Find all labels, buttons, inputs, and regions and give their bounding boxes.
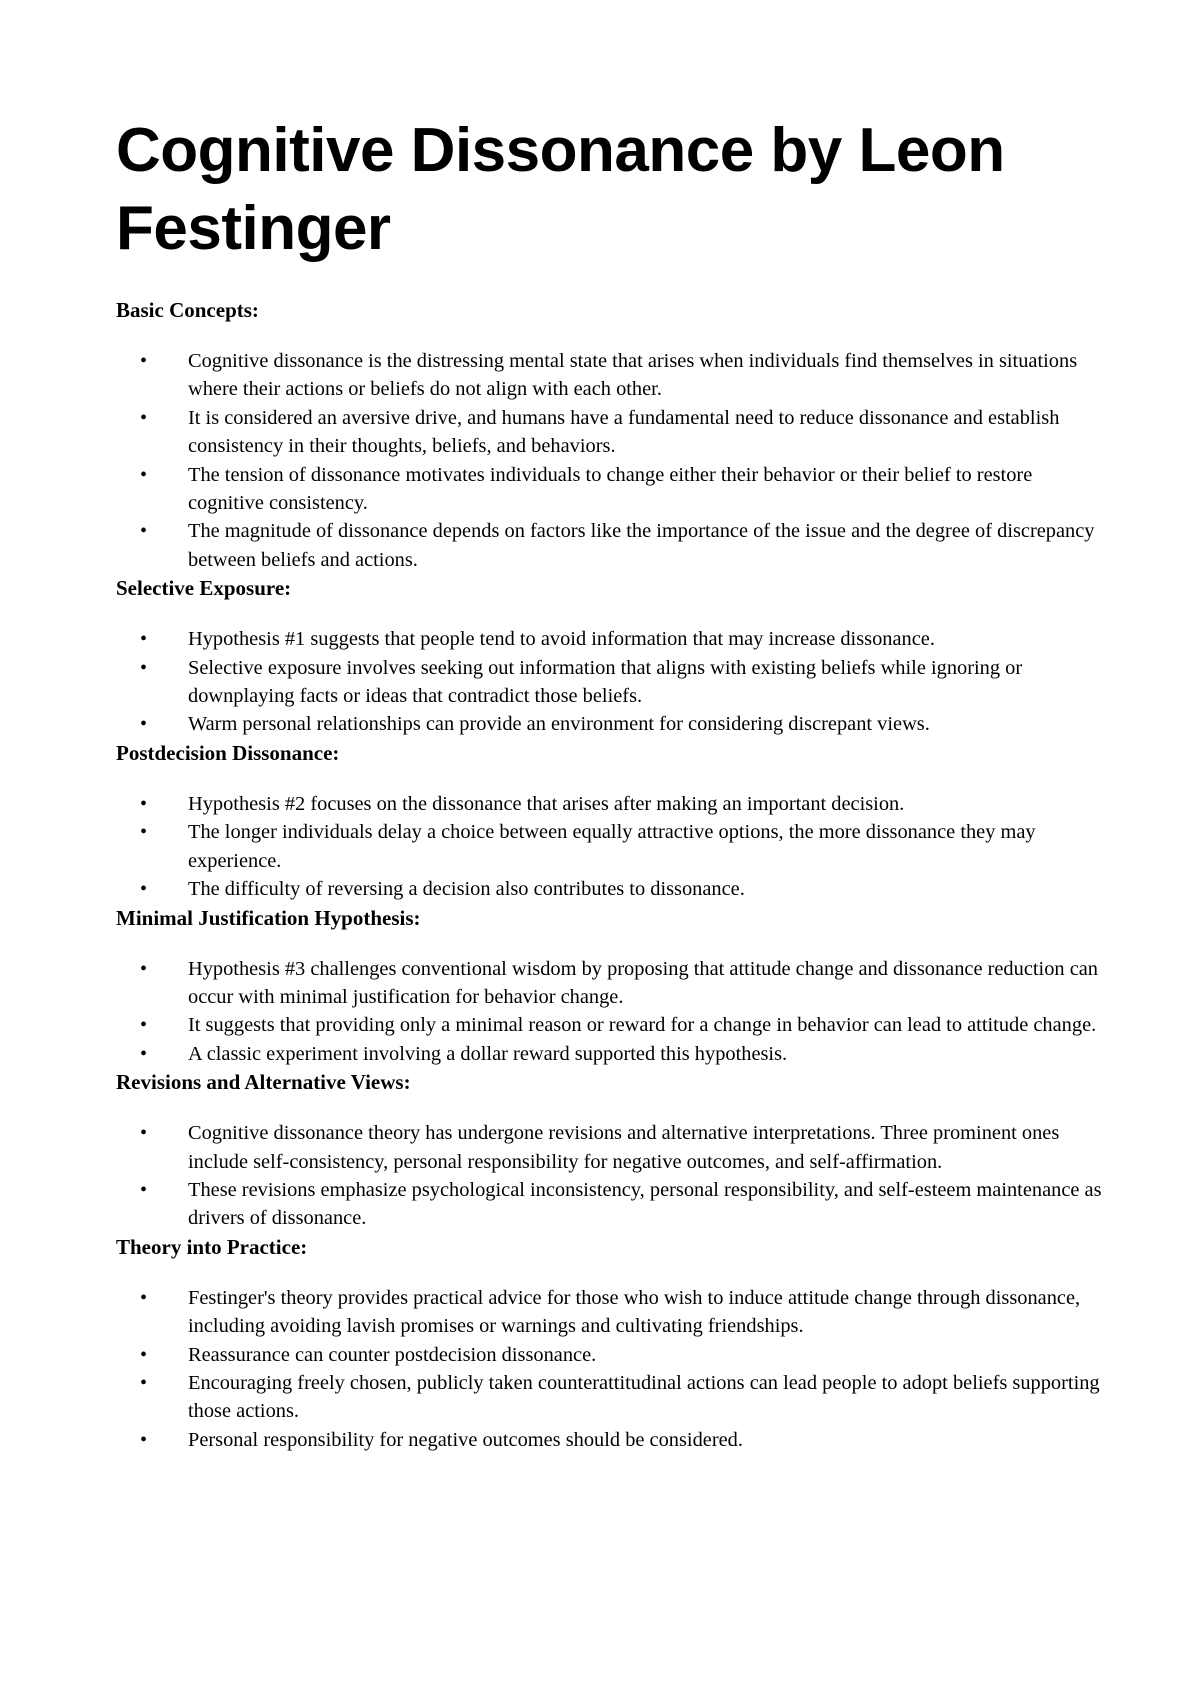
bullet-icon: • [140,628,148,651]
bullet-icon: • [140,878,148,901]
list-item-text: Hypothesis #1 suggests that people tend to avoid information that may increase dissonance. [188,628,935,651]
list-item-text: The difficulty of reversing a decision also contributes to dissonance. [188,878,745,901]
bullet-icon: • [140,1042,148,1065]
bullet-icon: • [140,1343,148,1366]
list-item [116,710,1106,738]
bullet-icon: • [140,792,148,815]
bullet-icon: • [140,406,148,429]
list-item-text: Warm personal relationships can provide an environment for considering discrepant views. [188,713,930,736]
bullet-list [116,625,1106,739]
bullet-icon: • [140,1286,148,1309]
bullet-icon: • [140,1122,148,1145]
list-item [116,1369,1106,1426]
list-item-text: Festinger's theory provides practical advice for those who wish to induce attitude change through dissonance, including avoiding lavish promises or warnings and cultivating friendships. [188,1286,1081,1338]
list-item [116,517,1106,574]
list-item [116,461,1106,518]
section-heading: Basic Concepts: [116,298,259,322]
list-item-text: Personal responsibility for negative outcomes should be considered. [188,1428,743,1451]
bullet-icon: • [140,350,148,372]
list-item [116,1119,1106,1176]
section-heading: Revisions and Alternative Views: [116,1070,411,1095]
list-item-text: It is considered an aversive drive, and humans have a fundamental need to reduce dissonance and establish consistency in their thoughts, beliefs, and behaviors. [188,406,1060,458]
bullet-icon: • [140,656,148,679]
bullet-icon: • [140,1371,148,1394]
list-item [116,347,1106,404]
bullet-icon: • [140,520,148,543]
section-heading: Minimal Justification Hypothesis: [116,905,421,930]
list-item-text: A classic experiment involving a dollar reward supported this hypothesis. [188,1042,788,1065]
list-item [116,1426,1106,1454]
section-heading: Selective Exposure: [116,576,292,601]
list-item-text: Reassurance can counter postdecision dissonance. [188,1343,597,1366]
list-item [116,404,1106,461]
bullet-icon: • [140,1428,148,1451]
bullet-icon: • [140,957,148,980]
list-item-text: The longer individuals delay a choice between equally attractive options, the more dissonance they may experience. [188,821,1036,872]
list-item [116,1011,1106,1039]
section-heading: Postdecision Dissonance: [116,740,340,765]
list-item [116,625,1106,653]
bullet-list [116,955,1106,1069]
section-heading: Theory into Practice: [116,1234,308,1259]
list-item-text: Cognitive dissonance is the distressing mental state that arises when individuals find themselves in situations where their actions or beliefs do not align with each other. [188,350,1078,401]
list-item-text: It suggests that providing only a minimal reason or reward for a change in behavior can lead to attitude change. [188,1014,1097,1037]
bullet-icon: • [140,713,148,736]
list-item-text: The tension of dissonance motivates individuals to change either their behavior or their belief to restore cognitive consistency. [188,463,1033,515]
list-item-text: These revisions emphasize psychological inconsistency, personal responsibility, and self-esteem maintenance as drivers of dissonance. [188,1178,1102,1230]
list-item [116,1284,1106,1341]
bullet-icon: • [140,821,148,844]
list-item [116,1341,1106,1369]
list-item [116,875,1106,903]
bullet-list [116,790,1106,904]
list-item [116,1176,1106,1233]
bullet-icon: • [140,463,148,486]
bullet-icon: • [140,1014,148,1037]
document-body [116,296,1106,1454]
document-page [116,112,1106,1454]
list-item [116,654,1106,711]
list-item-text: The magnitude of dissonance depends on factors like the importance of the issue and the degree of discrepancy between beliefs and actions. [188,520,1095,571]
bullet-list [116,347,1106,574]
list-item-text: Encouraging freely chosen, publicly taken counterattitudinal actions can lead people to adopt beliefs supporting those actions. [188,1371,1100,1423]
list-item [116,955,1106,1012]
list-item-text: Cognitive dissonance theory has undergone revisions and alternative interpretations. Three prominent ones include self-consistency, personal responsibility for negative outcomes, and self-affirmation. [188,1122,1060,1173]
document-title: Cognitive Dissonance by Leon Festinger [116,116,1005,263]
list-item-text: Hypothesis #3 challenges conventional wisdom by proposing that attitude change and dissonance reduction can occur with minimal justification for behavior change. [188,957,1098,1008]
list-item [116,818,1106,875]
list-item-text: Selective exposure involves seeking out information that aligns with existing beliefs while ignoring or downplaying facts or ideas that contradict those beliefs. [188,656,1023,708]
list-item [116,1040,1106,1068]
bullet-list [116,1284,1106,1454]
list-item-text: Hypothesis #2 focuses on the dissonance that arises after making an important decision. [188,792,905,815]
bullet-icon: • [140,1178,148,1201]
list-item [116,790,1106,818]
bullet-list [116,1119,1106,1233]
